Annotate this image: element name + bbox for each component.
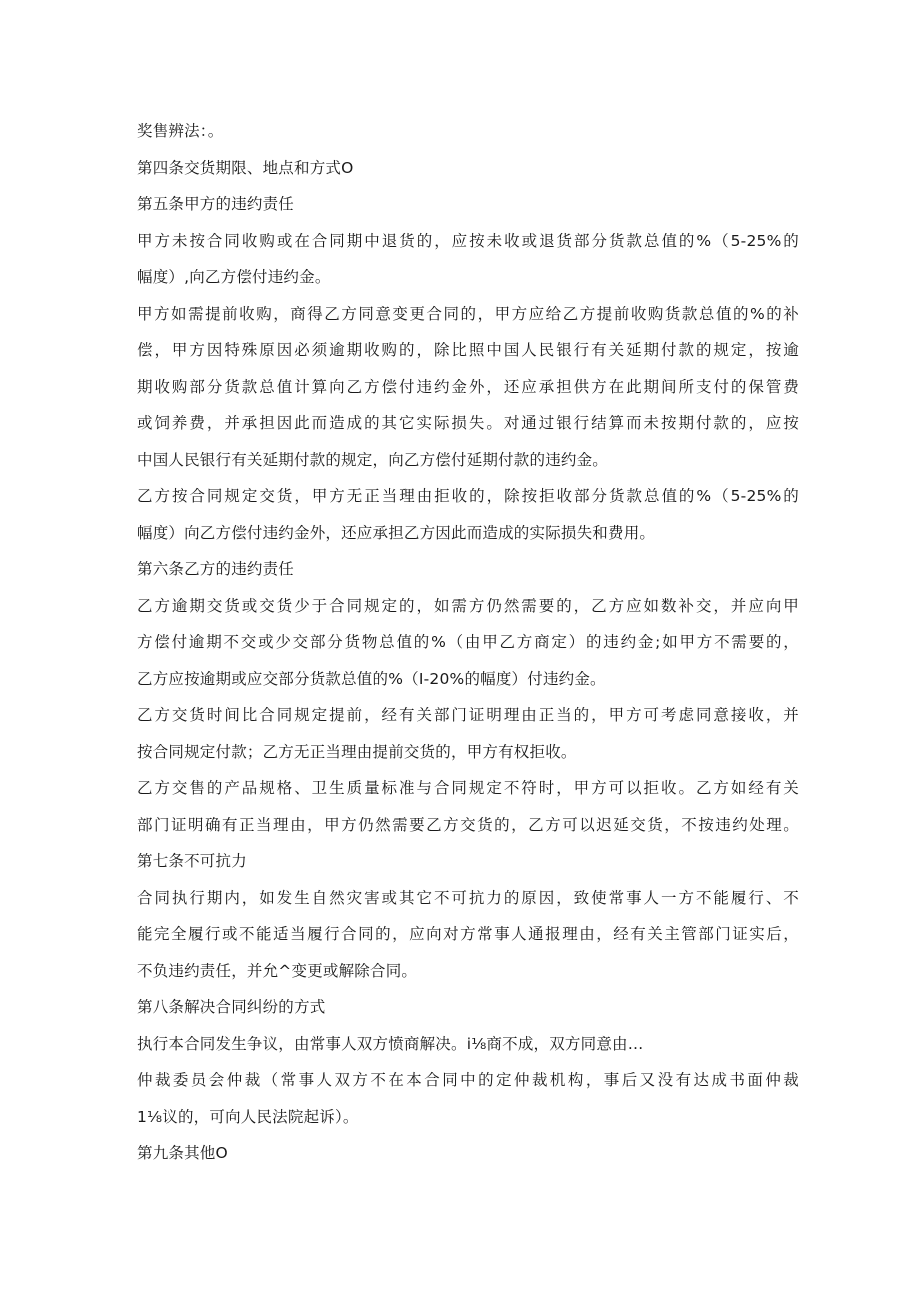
text-line: 幅度）,向乙方偿付违约金。 (137, 268, 331, 286)
section-heading-article-7: 第七条不可抗力 (137, 852, 247, 870)
text-line: 能完全履行或不能适当履行合同的，应向对方常事人通报理由，经有关主管部门证实后， (137, 925, 799, 943)
section-heading-article-4: 第四条交货期限、地点和方式O (137, 158, 354, 177)
text-line: 奖售辨法：。 (137, 122, 224, 140)
section-heading-article-8: 第八条解决合同纠纷的方式 (137, 998, 326, 1016)
section-heading-article-6: 第六条乙方的违约责任 (137, 560, 295, 578)
text-line: 仲裁委员会仲裁（常事人双方不在本合同中的定仲裁机构，事后又没有达成书面仲裁 (137, 1071, 799, 1089)
text-line: 1⅛议的，可向人民法院起诉）。 (137, 1107, 359, 1126)
document-page (137, 113, 799, 1172)
section-heading-article-9: 第九条其他O (137, 1144, 228, 1162)
text-line: 执行本合同发生争议，由常事人双方愤商解决。i⅛商不成，双方同意由… (137, 1034, 644, 1053)
text-line: 乙方交售的产品规格、卫生质量标准与合同规定不符时，甲方可以拒收。乙方如经有关 (137, 779, 799, 797)
text-line: 偿，甲方因特殊原因必须逾期收购的，除比照中国人民银行有关延期付款的规定，按逾 (137, 341, 799, 359)
text-line: 或饲养费，并承担因此而造成的其它实际损失。对通过银行结算而未按期付款的，应按 (137, 414, 799, 432)
text-line: 合同执行期内，如发生自然灾害或其它不可抗力的原因，致使常事人一方不能履行、不 (137, 888, 799, 907)
text-line: 不负违约责任，并允^变更或解除合同。 (137, 961, 418, 980)
text-line: 甲方如需提前收购，商得乙方同意变更合同的，甲方应给乙方提前收购货款总值的%的补 (137, 304, 799, 323)
text-line: 按合同规定付款；乙方无正当理由提前交货的，甲方有权拒收。 (137, 742, 577, 761)
text-line: 乙方交货时间比合同规定提前，经有关部门证明理由正当的，甲方可考虑同意接收，并 (137, 706, 799, 724)
text-line: 乙方按合同规定交货，甲方无正当理由拒收的，除按拒收部分货款总值的%（5-25%的 (137, 487, 799, 505)
text-line: 幅度）向乙方偿付违约金外，还应承担乙方因此而造成的实际损失和费用。 (137, 523, 656, 542)
text-line: 乙方逾期交货或交货少于合同规定的，如需方仍然需要的，乙方应如数补交，并应向甲 (137, 596, 799, 615)
text-line: 方偿付逾期不交或少交部分货物总值的%（由甲乙方商定）的违约金;如甲方不需要的， (137, 633, 799, 651)
text-line: 中国人民银行有关延期付款的规定，向乙方偿付延期付款的违约金。 (137, 450, 609, 469)
section-heading-article-5: 第五条甲方的违约责任 (137, 195, 295, 213)
text-line: 部门证明确有正当理由，甲方仍然需要乙方交货的，乙方可以迟延交货，不按违约处理。 (137, 815, 799, 834)
text-line: 期收购部分货款总值计算向乙方偿付违约金外，还应承担供方在此期间所支付的保管费 (137, 377, 799, 396)
text-line: 甲方未按合同收购或在合同期中退货的，应按未收或退货部分货款总值的%（5-25%的 (137, 231, 799, 250)
text-line: 乙方应按逾期或应交部分货款总值的%（I-20%的幅度）付违约金。 (137, 669, 606, 688)
